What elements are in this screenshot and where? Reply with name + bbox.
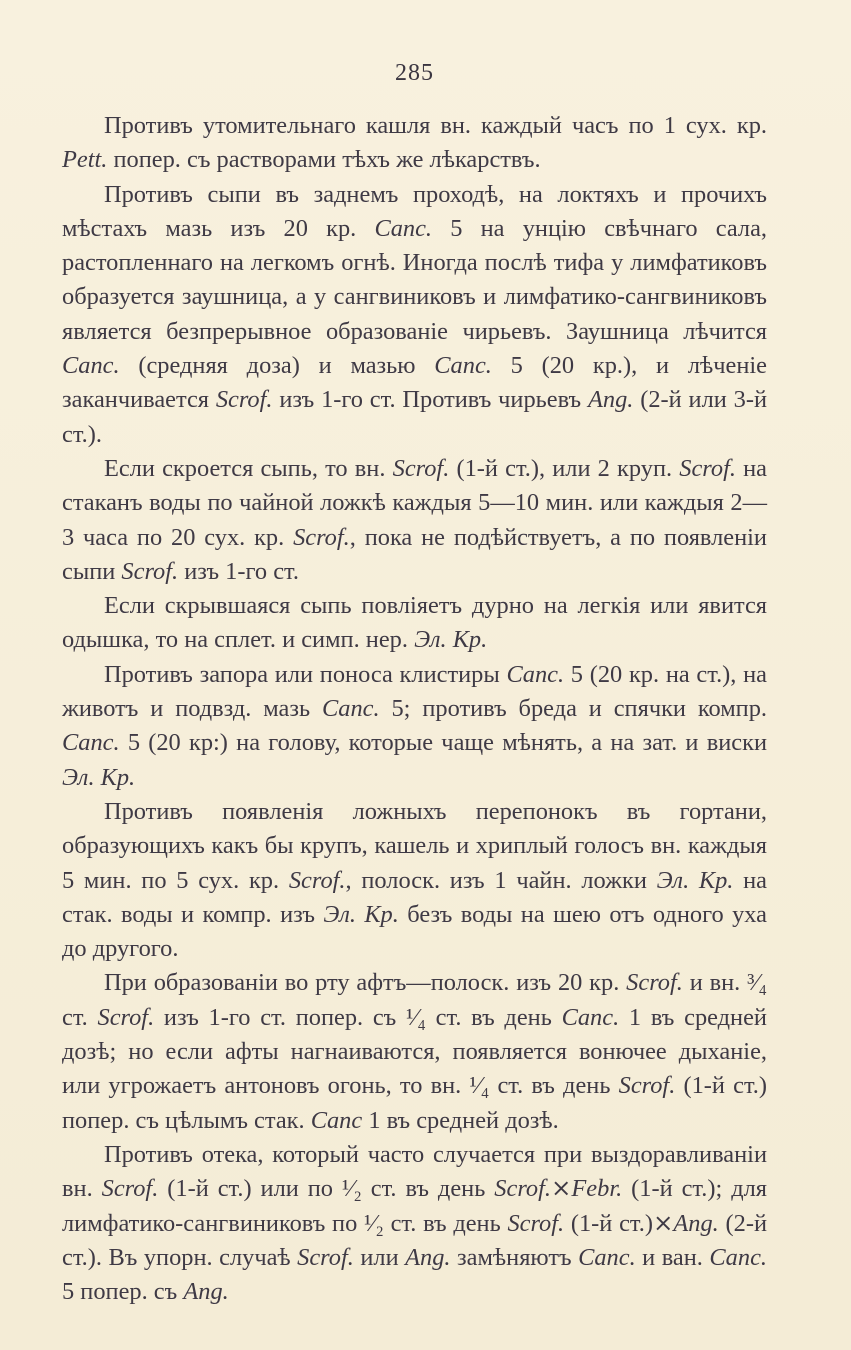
remedy-abbr: Scrof. [679, 454, 736, 482]
remedy-abbr: Scrof. [101, 1175, 159, 1203]
remedy-abbr: Scrof. [297, 1243, 354, 1271]
remedy-abbr: Scrof. [97, 1003, 155, 1031]
remedy-abbr: Canc. [322, 695, 380, 723]
remedy-abbr: Scrof. [507, 1209, 565, 1237]
remedy-abbr: Эл. Кр. [414, 626, 488, 654]
remedy-abbr: Scrof. [392, 454, 450, 482]
paragraph: Противъ запора или поноса клистиры Canc. 5 (20 кр. на ст.), на животъ и подвзд. мазь Canc. 5; противъ бреда и спячки компр. Canc. 5 (20 кр:) на голову, которые чаще мѣнять, а на зат. и виски Эл. Кр. [62, 660, 767, 791]
remedy-abbr: Scrof. [121, 557, 179, 585]
remedy-abbr: Эл. Кр. [656, 866, 734, 894]
page-number: 285 [395, 60, 434, 86]
remedy-abbr: Canc. [62, 352, 120, 380]
remedy-abbr: Ang. [405, 1243, 451, 1271]
remedy-abbr: Ang. [183, 1278, 229, 1306]
paragraph: Противъ утомительнаго кашля вн. каждый часъ по 1 сух. кр. Pett. попер. съ растворами тѣхъ же лѣкарствъ. [62, 112, 767, 174]
text-body [62, 109, 767, 1309]
remedy-abbr: Canc. [506, 660, 565, 688]
remedy-abbr: Scrof. [618, 1072, 676, 1100]
paragraph: Противъ появленія ложныхъ перепонокъ въ гортани, образующихъ какъ бы крупъ, кашель и хриплый голосъ вн. каждыя 5 мин. по 5 сух. кр. Scrof., полоск. изъ 1 чайн. ложки Эл. Кр. на стак. воды и компр. изъ Эл. Кр. безъ воды на шею отъ одного уха до другого. [62, 797, 768, 963]
remedy-abbr: Scrof. [215, 386, 273, 414]
paragraph: При образованіи во рту афтъ—полоск. изъ 20 кр. Scrof. и вн. ³⁄₄ ст. Scrof. изъ 1-го ст. попер. съ ¹⁄₄ ст. въ день Canc. 1 въ средней дозѣ; но если афты нагнаиваются, появляется вонючее дыханіе, или угрожаетъ антоновъ огонь, то вн. ¹⁄₄ ст. въ день Scrof. (1-й ст.) попер. съ цѣлымъ стак. Canc 1 въ средней дозѣ. [62, 969, 767, 1134]
remedy-abbr: Canc. [374, 214, 433, 242]
remedy-abbr: Эл. Кр. [62, 763, 136, 791]
remedy-abbr: Pett. [62, 146, 108, 174]
remedy-abbr: Scrof.⨯Febr. [494, 1175, 623, 1203]
remedy-abbr: Canc. [561, 1003, 620, 1031]
remedy-abbr: Canc [310, 1106, 363, 1134]
remedy-abbr: Scrof. [293, 523, 350, 551]
remedy-abbr: Canc. [578, 1243, 636, 1271]
remedy-abbr: Canc. [62, 729, 120, 757]
paragraph: Противъ отека, который часто случается при выздоравливаніи вн. Scrof. (1-й ст.) или по ¹⁄₂ ст. въ день Scrof.⨯Febr. (1-й ст.); для лимфатико-сангвиниковъ по ¹⁄₂ ст. въ день Scrof. (1-й ст.)⨯Ang. (2-й ст.). Въ упорн. случаѣ Scrof. или Ang. замѣняютъ Canc. и ван. Canc. 5 попер. съ Ang. [62, 1140, 768, 1306]
paragraph: Если скроется сыпь, то вн. Scrof. (1-й ст.), или 2 круп. Scrof. на стаканъ воды по чайной ложкѣ каждыя 5—10 мин. или каждыя 2—3 часа по 20 сух. кр. Scrof., пока не подѣйствуетъ, а по появленіи сыпи Scrof. изъ 1-го ст. [62, 454, 767, 585]
paragraph: Противъ сыпи въ заднемъ проходѣ, на локтяхъ и прочихъ мѣстахъ мазь изъ 20 кр. Canc. 5 на унцію свѣчнаго сала, растопленнаго на легкомъ огнѣ. Иногда послѣ тифа у лимфатиковъ образуется заушница, а у сангвиниковъ и лимфатико-сангвиниковъ является безпрерывное образованіе чирьевъ. Заушница лѣчится Canc. (средняя доза) и мазью Canc. 5 (20 кр.), и лѣченіе заканчивается Scrof. изъ 1-го ст. Противъ чирьевъ Ang. (2-й или 3-й ст.). [62, 180, 768, 448]
remedy-abbr: Canc. [434, 352, 492, 380]
remedy-abbr: Canc. [709, 1243, 767, 1271]
paragraph: Если скрывшаяся сыпь повліяетъ дурно на легкія или явится одышка, то на сплет. и симп. нер. Эл. Кр. [62, 592, 767, 654]
remedy-abbr: Ang. [673, 1209, 719, 1237]
remedy-abbr: Scrof. [288, 866, 346, 894]
remedy-abbr: Эл. Кр. [323, 900, 399, 928]
remedy-abbr: Scrof. [626, 969, 683, 997]
remedy-abbr: Ang. [587, 386, 634, 414]
